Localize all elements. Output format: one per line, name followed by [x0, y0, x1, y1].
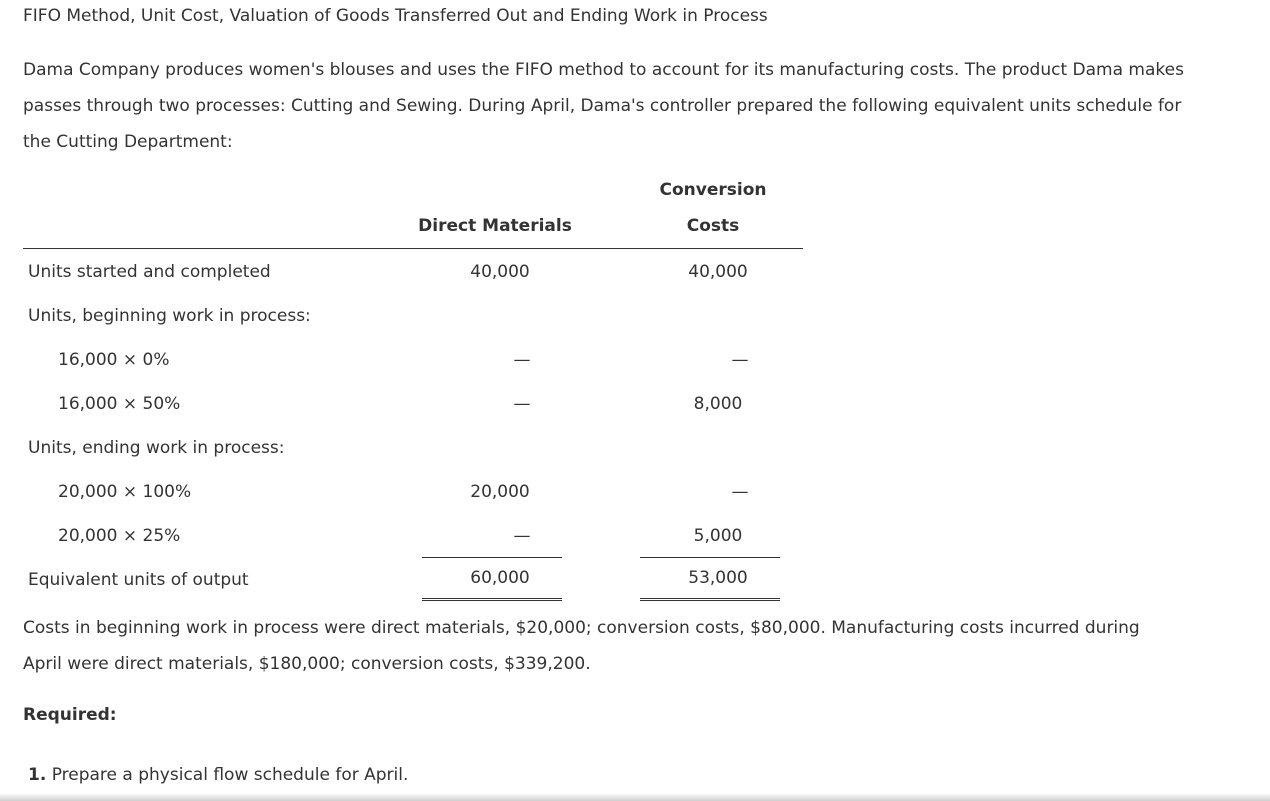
cost-information — [23, 610, 1263, 682]
total-double-rule-cc — [640, 598, 780, 601]
row-label: Units, beginning work in process: — [28, 306, 311, 326]
requirement-1 — [28, 765, 408, 785]
costs-line: April were direct materials, $180,000; conversion costs, $339,200. — [23, 654, 591, 674]
intro-line: passes through two processes: Cutting and Sewing. During April, Dama's controller prepared the following equivalent units schedule for — [23, 96, 1182, 116]
requirement-text: Prepare a physical flow schedule for April. — [46, 765, 409, 785]
row-cc-value: 8,000 — [693, 394, 743, 414]
row-cc-value: 5,000 — [693, 526, 743, 546]
header-divider — [23, 248, 803, 249]
header-direct-materials: Direct Materials — [418, 216, 572, 236]
row-dm-value: — — [513, 526, 531, 546]
header-conversion-costs-line2: Costs — [686, 216, 740, 236]
header-conversion-costs-line1: Conversion — [659, 180, 767, 200]
page-title: FIFO Method, Unit Cost, Valuation of Goods Transferred Out and Ending Work in Process — [23, 6, 768, 26]
row-label: 16,000 × 0% — [58, 350, 170, 370]
problem-intro — [23, 52, 1263, 160]
required-heading: Required: — [23, 705, 117, 725]
total-double-rule-dm — [422, 598, 562, 601]
subtotal-rule-cc — [640, 557, 780, 558]
row-label: 16,000 × 50% — [58, 394, 181, 414]
row-dm-value: — — [513, 394, 531, 414]
bottom-edge-shadow — [0, 793, 1270, 801]
row-dm-value: — — [513, 350, 531, 370]
row-dm-value: 60,000 — [470, 568, 530, 588]
row-dm-value: 20,000 — [470, 482, 530, 502]
subtotal-rule-dm — [422, 557, 562, 558]
row-label: 20,000 × 25% — [58, 526, 181, 546]
row-cc-value: — — [731, 350, 749, 370]
requirement-number: 1. — [28, 765, 47, 785]
intro-line: the Cutting Department: — [23, 132, 233, 152]
row-label: Units, ending work in process: — [28, 438, 285, 458]
row-cc-value: — — [731, 482, 749, 502]
row-label: 20,000 × 100% — [58, 482, 192, 502]
row-label: Units started and completed — [28, 262, 271, 282]
row-label: Equivalent units of output — [28, 570, 249, 590]
row-dm-value: 40,000 — [470, 262, 530, 282]
costs-line: Costs in beginning work in process were direct materials, $20,000; conversion costs, $80,000. Manufacturing costs incurred during — [23, 618, 1140, 638]
intro-line: Dama Company produces women's blouses and uses the FIFO method to account for its manufacturing costs. The product Dama makes — [23, 60, 1184, 80]
row-cc-value: 40,000 — [688, 262, 748, 282]
row-cc-value: 53,000 — [688, 568, 748, 588]
